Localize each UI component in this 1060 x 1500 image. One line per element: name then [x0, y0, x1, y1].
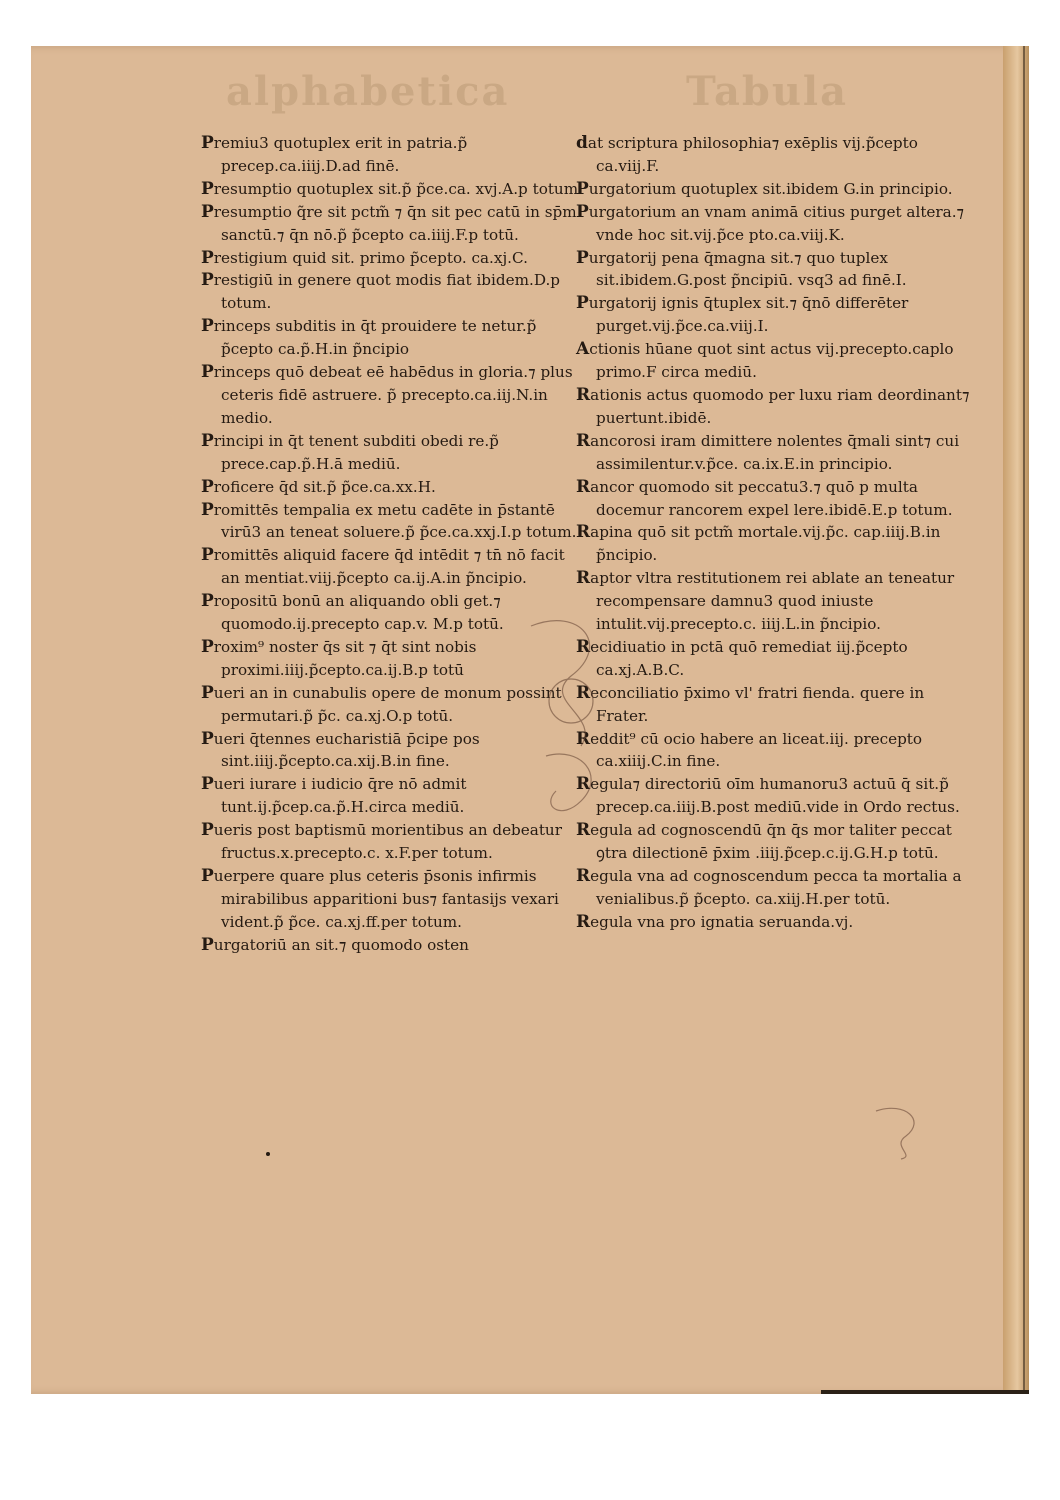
index-entry: Pueri iurare i iudicio q̄re nō admit tunt.ij.p̃cep.ca.p̃.H.circa mediū. [201, 774, 467, 817]
index-column-right [576, 132, 976, 934]
bottom-rule [821, 1390, 1029, 1394]
index-entry: Regula vna ad cognoscendum pecca ta mortalia a venialibus.p̃ p̃cepto. ca.xiij.H.per totū. [576, 866, 962, 908]
library-stamp-mark-2 [866, 1101, 936, 1161]
index-entry: Reddit⁹ cū ocio habere an liceat.iij. precepto ca.xiiij.C.in fine. [576, 728, 923, 771]
index-entry: Rapina quō sit pctm̃ mortale.vij.p̃c. cap.iiij.B.in p̃ncipio. [576, 522, 941, 565]
index-entry: Prestigiū in genere quot modis fiat ibidem.D.p totum. [201, 270, 561, 313]
index-entry: Presumptio quotuplex sit.p̃ p̃ce.ca. xvj.A.p totum [201, 178, 579, 199]
index-entry: Purgatorium an vnam animā citius purget altera.⁊ vnde hoc sit.vij.p̃ce pto.ca.viij.K. [576, 201, 965, 244]
index-entry: Princeps subditis in q̄t prouidere te netur.p̃ p̃cepto ca.p̃.H.in p̃ncipio [201, 316, 537, 359]
index-entry: dat scriptura philosophia⁊ exēplis vij.p̃cepto ca.viij.F. [576, 133, 918, 175]
index-entry: Princeps quō debeat eē habēdus in gloria.⁊ plus ceteris fidē astruere. p̃ precepto.ca.iij.N.in medio. [201, 362, 573, 427]
index-entry: Premiu3 quotuplex erit in patria.p̃ precep.ca.iiij.D.ad finē. [201, 133, 468, 175]
index-entry: Regula ad cognoscendū q̄n q̄s mor taliter peccat ꝯtra dilectionē p̄xim .iiij.p̃cep.c.ij.G.H.p totū. [576, 820, 952, 863]
index-entry: Pueris post baptismū morientibus an debeatur fructus.x.precepto.c. x.F.per totum. [201, 820, 562, 863]
index-entry: Purgatorij ignis q̄tuplex sit.⁊ q̄nō differēter purget.vij.p̃ce.ca.viij.I. [576, 293, 909, 336]
index-entry: Rancorosi iram dimittere nolentes q̄̄mali sint⁊ cui assimilentur.v.p̃ce. ca.ix.E.in principio. [576, 430, 960, 473]
index-entry: Proxim⁹ noster q̄s sit ⁊ q̄t sint nobis proximi.iiij.p̃cepto.ca.ij.B.p totū [201, 636, 477, 679]
index-entry: Recidiuatio in pctā quō remediat iij.p̃cepto ca.xj.A.B.C. [576, 636, 908, 679]
book-page [31, 46, 1029, 1394]
index-entry: Purgatorij pena q̄̄magna sit.⁊ quo tuplex sit.ibidem.G.post p̃ncipiū. vsq3 ad finē.I. [576, 247, 907, 290]
page-edge [1003, 46, 1029, 1394]
index-entry: Regula vna pro ignatia seruanda.vj. [576, 911, 854, 932]
index-entry: Purgatoriū an sit.⁊ quomodo osten [201, 934, 469, 955]
index-entry: Presumptio q̃re sit pctm̃ ⁊ q̄n sit pec catū in sp̄m sanctū.⁊ q̄n nō.p̃ p̃cepto ca.iiij.F.p totū. [201, 201, 577, 244]
running-head-left: alphabetica [226, 68, 510, 115]
ink-dot [266, 1152, 270, 1156]
index-entry: Rationis actus quomodo per luxu riam deordinant⁊ puertunt.ibidē. [576, 384, 970, 427]
index-entry: Promittēs tempalia ex metu cadēte in p̄stantē virū3 an teneat soluere.p̃ p̃ce.ca.xxj.I.p totum. [201, 499, 577, 542]
index-entry: Actionis hūane quot sint actus vij.precepto.caplo primo.F circa mediū. [576, 339, 954, 382]
index-entry: Raptor vltra restitutionem rei ablate an teneatur recompensare damnu3 quod iniuste intulit.vij.precepto.c. iiij.L.in p̃ncipio. [576, 568, 955, 634]
index-entry: Promittēs aliquid facere q̄d intēdit ⁊ tn̄ nō facit an mentiat.viij.p̃cepto ca.ij.A.in p̃ncipio. [201, 545, 565, 588]
index-entry: Prestigium quid sit. primo p̃cepto. ca.xj.C. [201, 247, 528, 268]
index-entry: Rancor quomodo sit peccatu3.⁊ quō p multa docemur rancorem expel lere.ibidē.E.p totum. [576, 476, 953, 519]
index-column-left [201, 132, 581, 957]
index-entry: Proficere q̄d sit.p̃ p̃ce.ca.xx.H. [201, 476, 436, 497]
index-entry: Principi in q̄t tenent subditi obedi re.p̃ prece.cap.p̃.H.ā mediū. [201, 430, 499, 473]
index-entry: Reconciliatio p̄ximo vl' fratri fienda. quere in Frater. [576, 682, 925, 725]
index-entry: Propositū bonū an aliquando obli get.⁊ quomodo.ij.precepto cap.v. M.p totū. [201, 591, 504, 634]
running-head-right: Tabula [686, 68, 849, 115]
index-entry: Regula⁊ directoriū oīm humanoru3 actuū q̄ sit.p̃ precep.ca.iiij.B.post mediū.vide in Ordo rectus. [576, 774, 960, 817]
index-entry: Puerpere quare plus ceteris p̄sonis infirmis mirabilibus apparitioni bus⁊ fantasijs vexari vident.p̃ p̃ce. ca.xj.ff.per totum. [201, 866, 559, 931]
index-entry: Pueri q̄tennes eucharistiā p̄cipe pos sint.iiij.p̃cepto.ca.xij.B.in fine. [201, 728, 480, 771]
index-entry: Pueri an in cunabulis opere de monum possint permutari.p̃ p̃c. ca.xj.O.p totū. [201, 682, 562, 725]
index-entry: Purgatorium quotuplex sit.ibidem G.in principio. [576, 178, 953, 199]
